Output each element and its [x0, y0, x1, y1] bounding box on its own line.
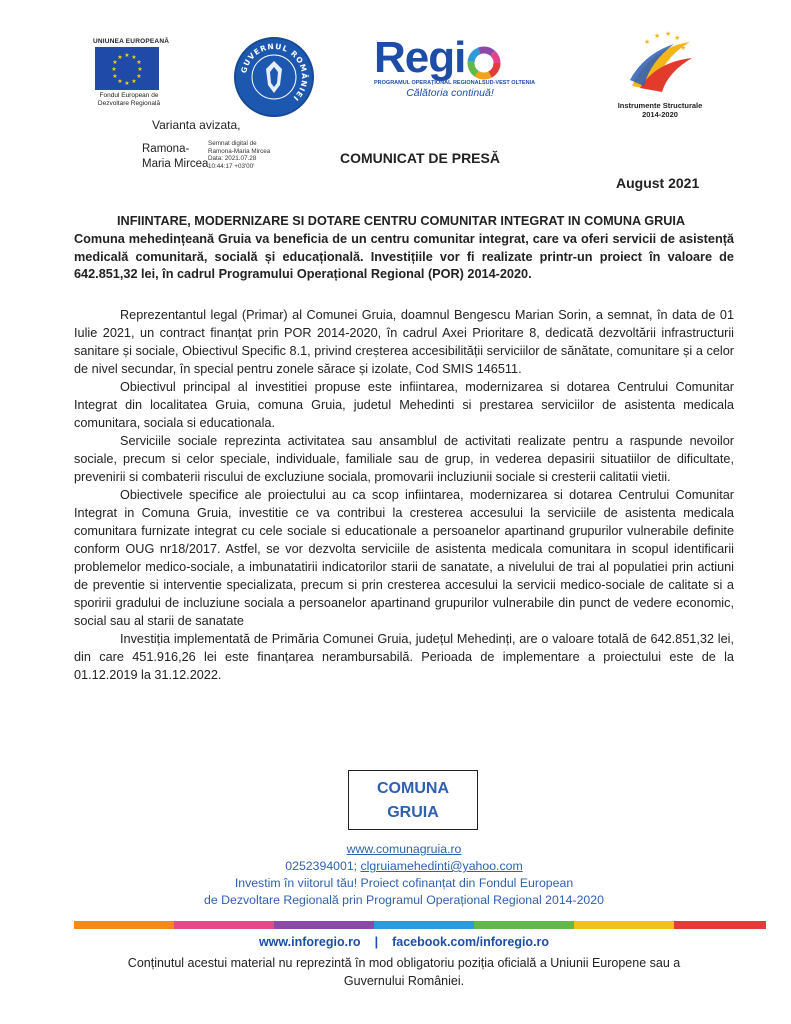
beneficiary-box	[348, 770, 478, 830]
eu-caption-line2: Dezvoltare Regională	[97, 100, 161, 107]
svg-text:★: ★	[674, 34, 681, 42]
svg-text:★: ★	[117, 78, 123, 85]
facebook-link[interactable]: facebook.com/inforegio.ro	[392, 935, 550, 949]
instrumente-structurale-icon	[610, 28, 710, 96]
svg-text:★: ★	[131, 54, 137, 61]
inforegio-link[interactable]: www.inforegio.ro	[258, 935, 361, 949]
eu-logo-title: UNIUNEA EUROPEANĂ	[93, 38, 170, 45]
headline: INFIINTARE, MODERNIZARE SI DOTARE CENTRU COMUNITAR INTEGRAT IN COMUNA GRUIA	[117, 214, 686, 228]
email-link[interactable]: clgruiamehedinti@yahoo.com	[360, 859, 523, 873]
instrumente-line2: 2014-2020	[642, 110, 678, 119]
svg-text:★: ★	[124, 52, 130, 59]
approved-version-label: Varianta avizata,	[152, 118, 241, 132]
svg-text:★: ★	[136, 73, 142, 80]
slogan-line1: Investim în viitorul tău! Proiect cofinanțat din Fondul European	[234, 876, 574, 890]
link-separator: |	[374, 935, 379, 949]
signer-name	[142, 142, 208, 172]
regio-o-icon	[466, 42, 502, 80]
regio-tagline: Călătoria continuă!	[406, 87, 494, 99]
regio-wordmark: Regi	[374, 33, 466, 82]
regio-subtitle	[374, 80, 536, 87]
eu-caption-line1: Fondul European de	[99, 92, 159, 99]
svg-text:★: ★	[124, 80, 130, 87]
gov-seal-text: GUVERNUL ROMÂNIEI	[239, 41, 310, 104]
rainbow-bar	[74, 919, 766, 931]
svg-text:★: ★	[137, 66, 143, 73]
svg-text:★: ★	[131, 78, 137, 85]
beneficiary-line2: GRUIA	[387, 804, 439, 821]
disclaimer-line1: Conținutul acestui material nu reprezintă în mod obligatoriu poziția oficială a Uniunii Europene sau a	[127, 956, 681, 970]
body-paragraph-3: Serviciile sociale reprezinta activitatea sau ansamblul de activitati realizate pentru a raspunde nevoilor sociale, precum si celor speciale, individuale, familiale sau de grup, in vederea depasirii situatiilor de dificultate, prevenirii si combaterii riscului de excluziune sociala, promovarii incluziunii sociale si cresterii calitatii vietii.	[74, 434, 734, 484]
intro-paragraph: Comuna mehedințeană Gruia va beneficia de un centru comunitar integrat, care va oferi servicii de asistență medicală comunitară, socială și educațională. Investițiile vor fi realizate printr-un proiect în valoare de 642.851,32 lei, în cadrul Programului Operațional Regional (POR) 2014-2020.	[74, 232, 734, 281]
inforegio-links	[74, 935, 734, 949]
body-paragraph-2: Obiectivul principal al investitiei propuse este infiintarea, modernizarea si dotarea Centrului Comunitar Integrat din localitatea Gruia, comuna Gruia, judetul Mehedinti si prestarea serviciilor de asistenta medicala comunitara, sociala si educationala.	[74, 380, 734, 430]
svg-text:★: ★	[111, 66, 117, 73]
svg-text:★: ★	[680, 44, 687, 52]
signer-name-line1: Ramona-	[142, 143, 190, 155]
footer-contact: www.comunagruia.ro 0252394001; clgruiamehedinti@yahoo.com Investim în viitorul tău! Proiect cofinanțat din Fondul European de Dezvoltare Regională prin Programul Operațional Regional 2014-2020	[74, 841, 734, 909]
body-paragraph-4: Obiectivele specifice ale proiectului au ca scop infiintarea, modernizarea si dotarea Centrului Comunitar Integrat in Comuna Gruia, investitie ce va contribui la cresterea accesului la serviciile de asistenta medicala comunitara furnizate integrat cu cele sociale si educationale a persoanelor apartinand grupurilor vulnerabile definite conform OUG nr18/2017. Astfel, se vor dezvolta serviciile de asistenta medicala comunitara in scopul identificarii problemelor medico-sociale, a imbunatatirii indicatorilor starii de sanatate, a nivelului de trai al populatiei prin actiuni de preventie si interventie specializata, precum si prin cresterea accesului la servicii medico-sociale de calitate si a sporirii gradului de incluziune sociala a persoanelor apartinand grupurilor vulnerabile din punct de vedere economic, social sau al starii de sanatate	[74, 488, 734, 628]
phone-number: 0252394001	[285, 859, 354, 873]
eu-logo-caption	[93, 92, 165, 108]
eu-flag-icon	[95, 47, 159, 90]
sig-info-line3: Data: 2021.07.28	[208, 155, 257, 163]
regio-logo	[374, 33, 536, 114]
press-release-title: COMUNICAT DE PRESĂ	[340, 150, 500, 166]
sig-info-line4: 10:44:17 +03'00'	[208, 162, 255, 170]
beneficiary-line1: COMUNA	[377, 780, 449, 797]
website-link[interactable]: www.comunagruia.ro	[346, 842, 462, 856]
sig-info-line1: Semnat digital de	[208, 140, 257, 147]
digital-signature-info	[208, 140, 270, 170]
svg-text:★: ★	[136, 59, 142, 66]
svg-text:★: ★	[112, 73, 118, 80]
disclaimer	[74, 954, 734, 990]
instrumente-caption	[610, 101, 710, 119]
instrumente-line1: Instrumente Structurale	[617, 101, 703, 110]
svg-text:★: ★	[654, 32, 661, 40]
sig-info-line2: Ramona-Maria Mircea	[208, 147, 271, 155]
instrumente-structurale-logo	[610, 28, 710, 120]
disclaimer-line2: Guvernului României.	[343, 974, 465, 988]
body-paragraph-1: Reprezentantul legal (Primar) al Comunei Gruia, doamnul Bengescu Marian Sorin, a semnat, în data de 01 Iulie 2021, un contract finanțat prin POR 2014-2020, în cadrul Axei Prioritare 8, dedicată dezvoltării infrastructurii sanitare și sociale, Obiectivul Specific 8.1, privind creșterea accesibilității serviciilor de sănătate, comunitare și a celor de nivel secundar, în special pentru zonele sărace și izolate, Cod SMIS 146511.	[74, 308, 734, 376]
press-release-date: August 2021	[616, 175, 700, 191]
regio-sub-left: PROGRAMUL OPERAȚIONAL REGIONAL	[374, 80, 482, 86]
body-text	[74, 306, 734, 684]
svg-text:★: ★	[117, 54, 123, 61]
eu-logo	[93, 38, 170, 116]
slogan-line2: de Dezvoltare Regională prin Programul Operațional Regional 2014-2020	[204, 893, 604, 907]
government-seal-logo	[234, 37, 314, 117]
svg-text:★: ★	[644, 38, 651, 46]
regio-sub-right: SUD-VEST OLTENIA	[481, 80, 536, 86]
svg-text:★: ★	[112, 59, 118, 66]
signer-name-line2: Maria Mircea	[142, 158, 209, 170]
svg-text:★: ★	[665, 30, 672, 38]
body-paragraph-5: Investiția implementată de Primăria Comunei Gruia, județul Mehedinți, are o valoare totală de 642.851,32 lei, din care 451.916,26 lei este finanțarea nerambursabilă. Perioada de implementare a proiectului este de la 01.12.2019 la 31.12.2022.	[74, 632, 734, 682]
